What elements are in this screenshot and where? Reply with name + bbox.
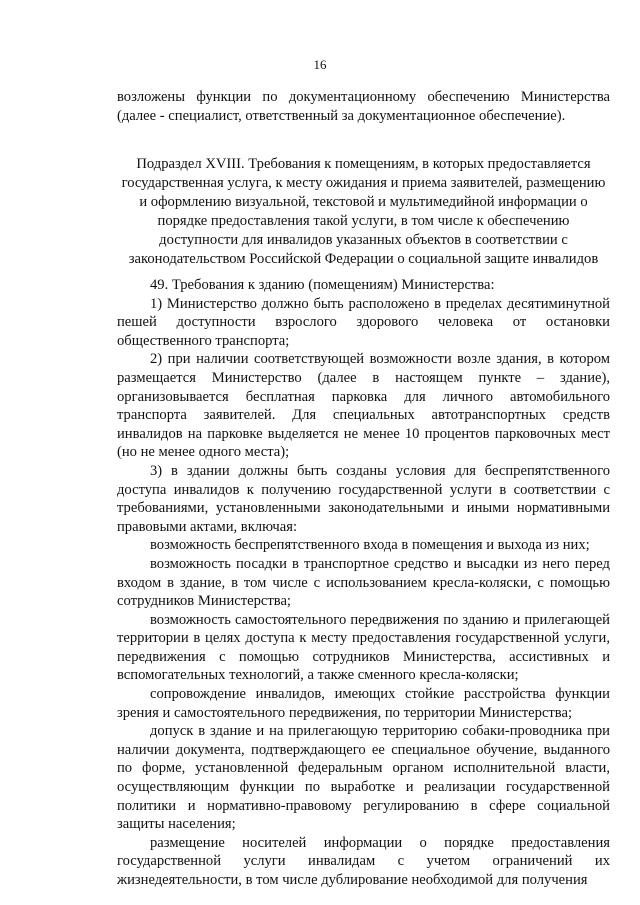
paragraph: 2) при наличии соответствующей возможности возле здания, в котором размещается Министерство (далее в настоящем пункте – здание), организовывается бесплатная парковка для личного автомобильного транспорта заявителей. Для специальных автотранспортных средств инвалидов на парковке выделяется не менее 10 процентов парковочных мест (но не менее одного места); xyxy=(117,351,610,461)
page-number: 16 xyxy=(313,57,327,72)
main-text-block xyxy=(117,276,610,890)
paragraph: размещение носителей информации о порядке предоставления государственной услуги инвалидам с учетом ограничений их жизнедеятельности, в том числе дублирование необходимой для получения xyxy=(117,834,610,888)
paragraph: сопровождение инвалидов, имеющих стойкие расстройства функции зрения и самостоятельного передвижения, по территории Министерства; xyxy=(117,686,610,721)
paragraph: возможность посадки в транспортное средство и высадки из него перед входом в здание, в том числе с использованием кресла-коляски, с помощью сотрудников Министерства; xyxy=(117,555,610,610)
intro-text-block xyxy=(117,88,610,125)
paragraph: 1) Министерство должно быть расположено в пределах десятиминутной пешей доступности взрослого здорового человека от остановки общественного транспорта; xyxy=(117,295,610,349)
paragraph: возможность самостоятельного передвижения по зданию и прилегающей территории в целях доступа к месту предоставления государственной услуги, передвижения с помощью сотрудников Министерства, ассистивных и вспомогательных технологий, а также сменного кресла-коляски; xyxy=(117,611,610,684)
paragraph: возможность беспрепятственного входа в помещения и выхода из них; xyxy=(150,537,590,554)
subsection-heading: Подраздел XVIII. Требования к помещениям, в которых предоставляется государственная услуга, к месту ожидания и приема заявителей, размещению и оформлению визуальной, текстовой и мультимедийной информации о порядке предоставления такой услуги, в том числе к обеспечению доступности для инвалидов указанных объектов в соответствии с законодательством Российской Федерации о социальной защите инвалидов xyxy=(121,156,606,267)
paragraph: 3) в здании должны быть созданы условия для беспрепятственного доступа инвалидов к получению государственной услуги в соответствии с требованиями, установленными законодательными и иными нормативными правовыми актами, включая: xyxy=(117,462,610,535)
paragraph: допуск в здание и на прилегающую территорию собаки-проводника при наличии документа, подтверждающего ее специальное обучение, выданного по форме, установленной федеральным органом исполнительной власти, осуществляющим функции по выработке и реализации государственной политики и нормативно-правовому регулированию в сфере социальной защиты населения; xyxy=(117,723,610,833)
intro-paragraph: возложены функции по документационному обеспечению Министерства (далее - специалист, ответственный за документационное обеспечение). xyxy=(117,89,610,124)
paragraph: 49. Требования к зданию (помещениям) Министерства: xyxy=(150,277,495,293)
